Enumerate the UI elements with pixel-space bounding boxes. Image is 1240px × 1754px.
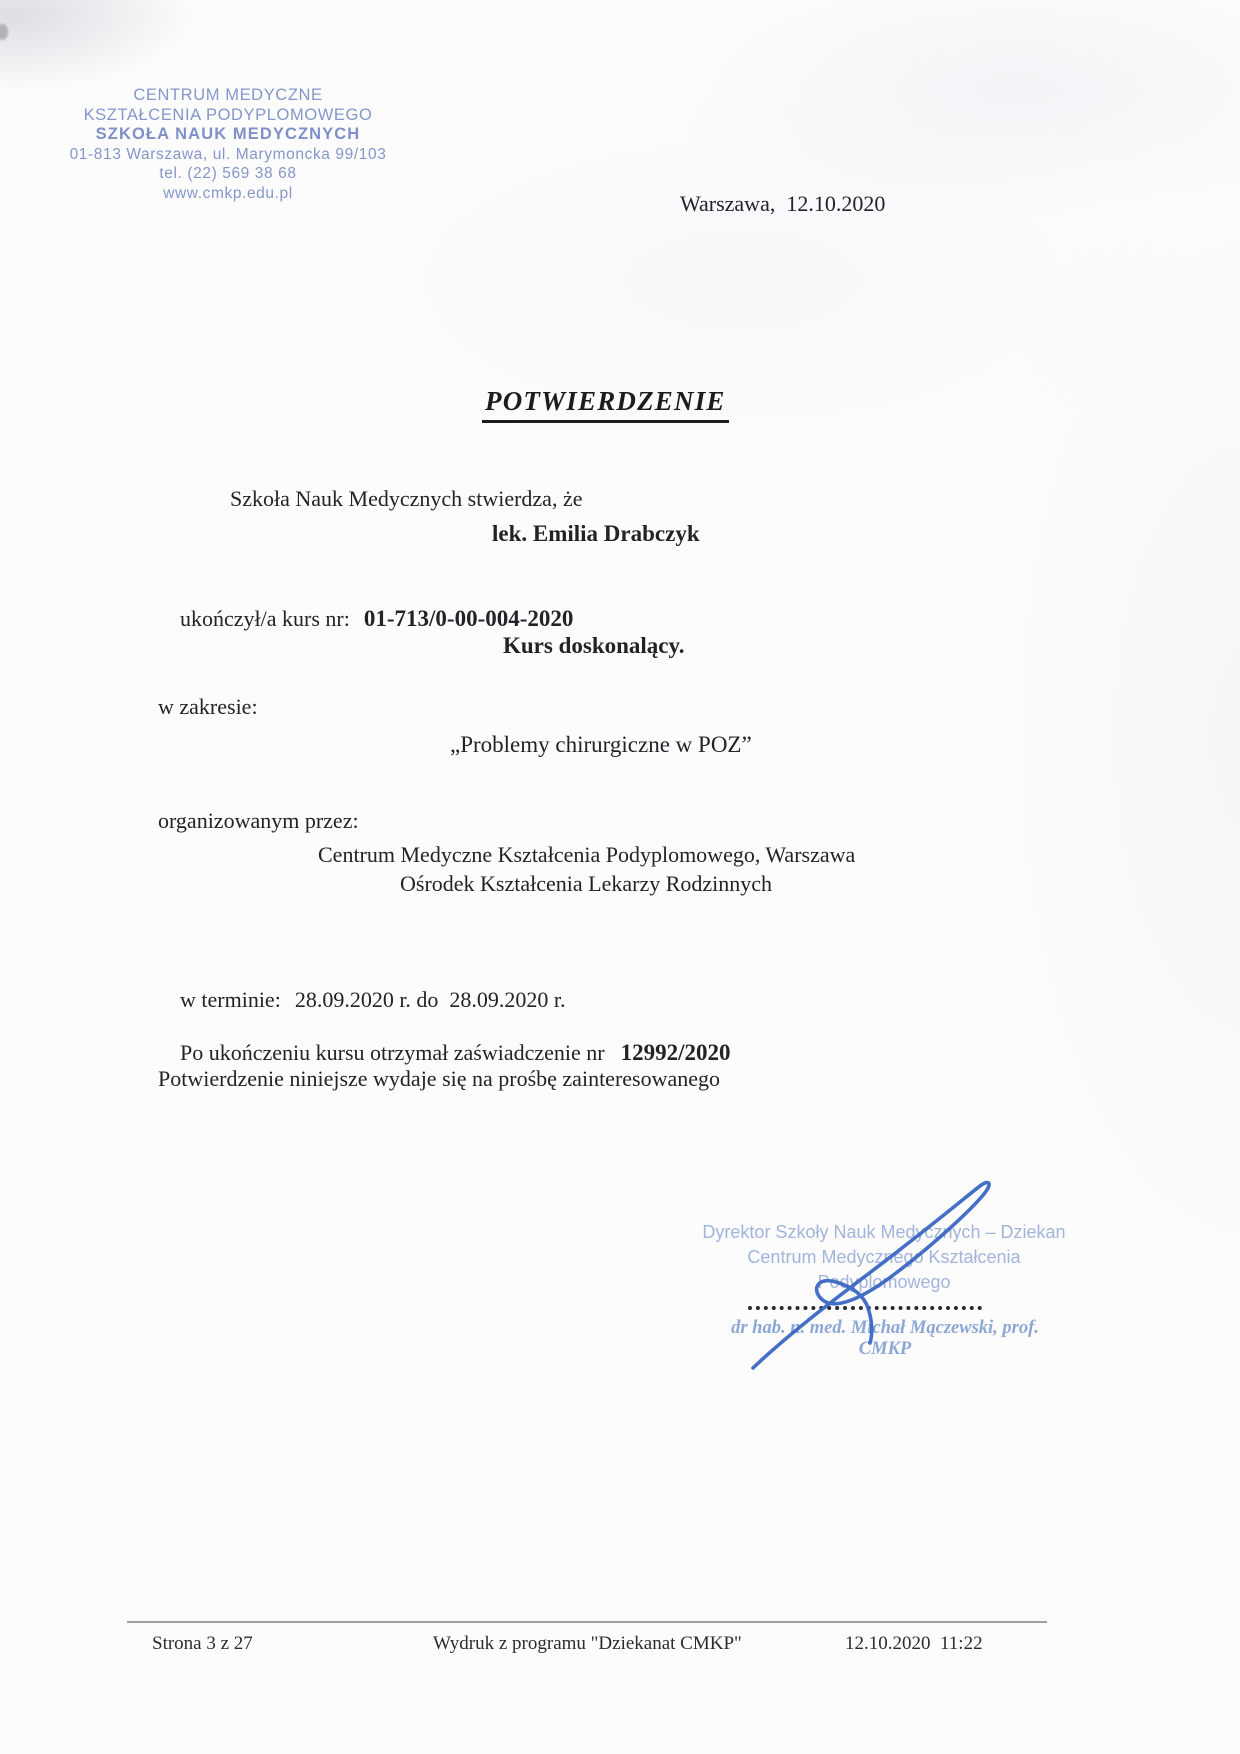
footer-divider [127,1621,1047,1623]
signatory-name-stamp: dr hab. n. med. Michał Mączewski, prof. CMKP [731,1318,1039,1359]
letterhead-website: www.cmkp.edu.pl [163,184,293,202]
document-title: POTWIERDZENIE [482,386,729,423]
handwritten-signature [730,1165,1010,1385]
scan-artifact [0,24,8,40]
term-label: w terminie: [180,987,281,1012]
signature-role-line-1: Dyrektor Szkoły Nauk Medycznych – Dziekan [702,1222,1066,1242]
signature-stroke [753,1183,989,1368]
course-number-label: ukończył/a kurs nr: [180,606,350,631]
scope-label: w zakresie: [158,694,258,719]
organizer-line-1: Centrum Medyczne Kształcenia Podyplomowego, Warszawa [318,842,856,867]
certificate-label: Po ukończeniu kursu otrzymał zaświadczenie nr [180,1040,605,1065]
dateline: Warszawa, 12.10.2020 [680,191,886,216]
letterhead-address: 01-813 Warszawa, ul. Marymoncka 99/103 [69,145,387,163]
letterhead-phone: tel. (22) 569 38 68 [159,165,297,182]
organizer-line-2: Ośrodek Kształcenia Lekarzy Rodzinnych [400,871,773,896]
letterhead-line: KSZTAŁCENIA PODYPLOMOWEGO [83,105,373,124]
footer-datetime: 12.10.2020 11:22 [845,1633,983,1654]
intro-line: Szkoła Nauk Medycznych stwierdza, że [230,486,583,511]
letterhead-line: SZKOŁA NAUK MEDYCZNYCH [95,125,361,143]
footer-page-number: Strona 3 z 27 [152,1633,253,1654]
course-number-value: 01-713/0-00-004-2020 [363,606,574,631]
organizer-label: organizowanym przez: [158,808,359,833]
scope-value: „Problemy chirurgiczne w POZ” [450,732,752,757]
letterhead-stamp [52,86,404,203]
footer-program: Wydruk z programu "Dziekanat CMKP" [433,1633,742,1654]
signature-role-line-2: Centrum Medycznego Kształcenia Podyplomowego [747,1247,1021,1292]
certificate-number: 12992/2020 [620,1040,731,1065]
person-name: lek. Emilia Drabczyk [492,521,700,546]
course-type: Kurs doskonalący. [503,633,685,658]
term-value: 28.09.2020 r. do 28.09.2020 r. [294,987,566,1012]
letterhead-line: CENTRUM MEDYCZNE [133,86,323,104]
closing-line: Potwierdzenie niniejsze wydaje się na prośbę zainteresowanego [158,1066,721,1091]
